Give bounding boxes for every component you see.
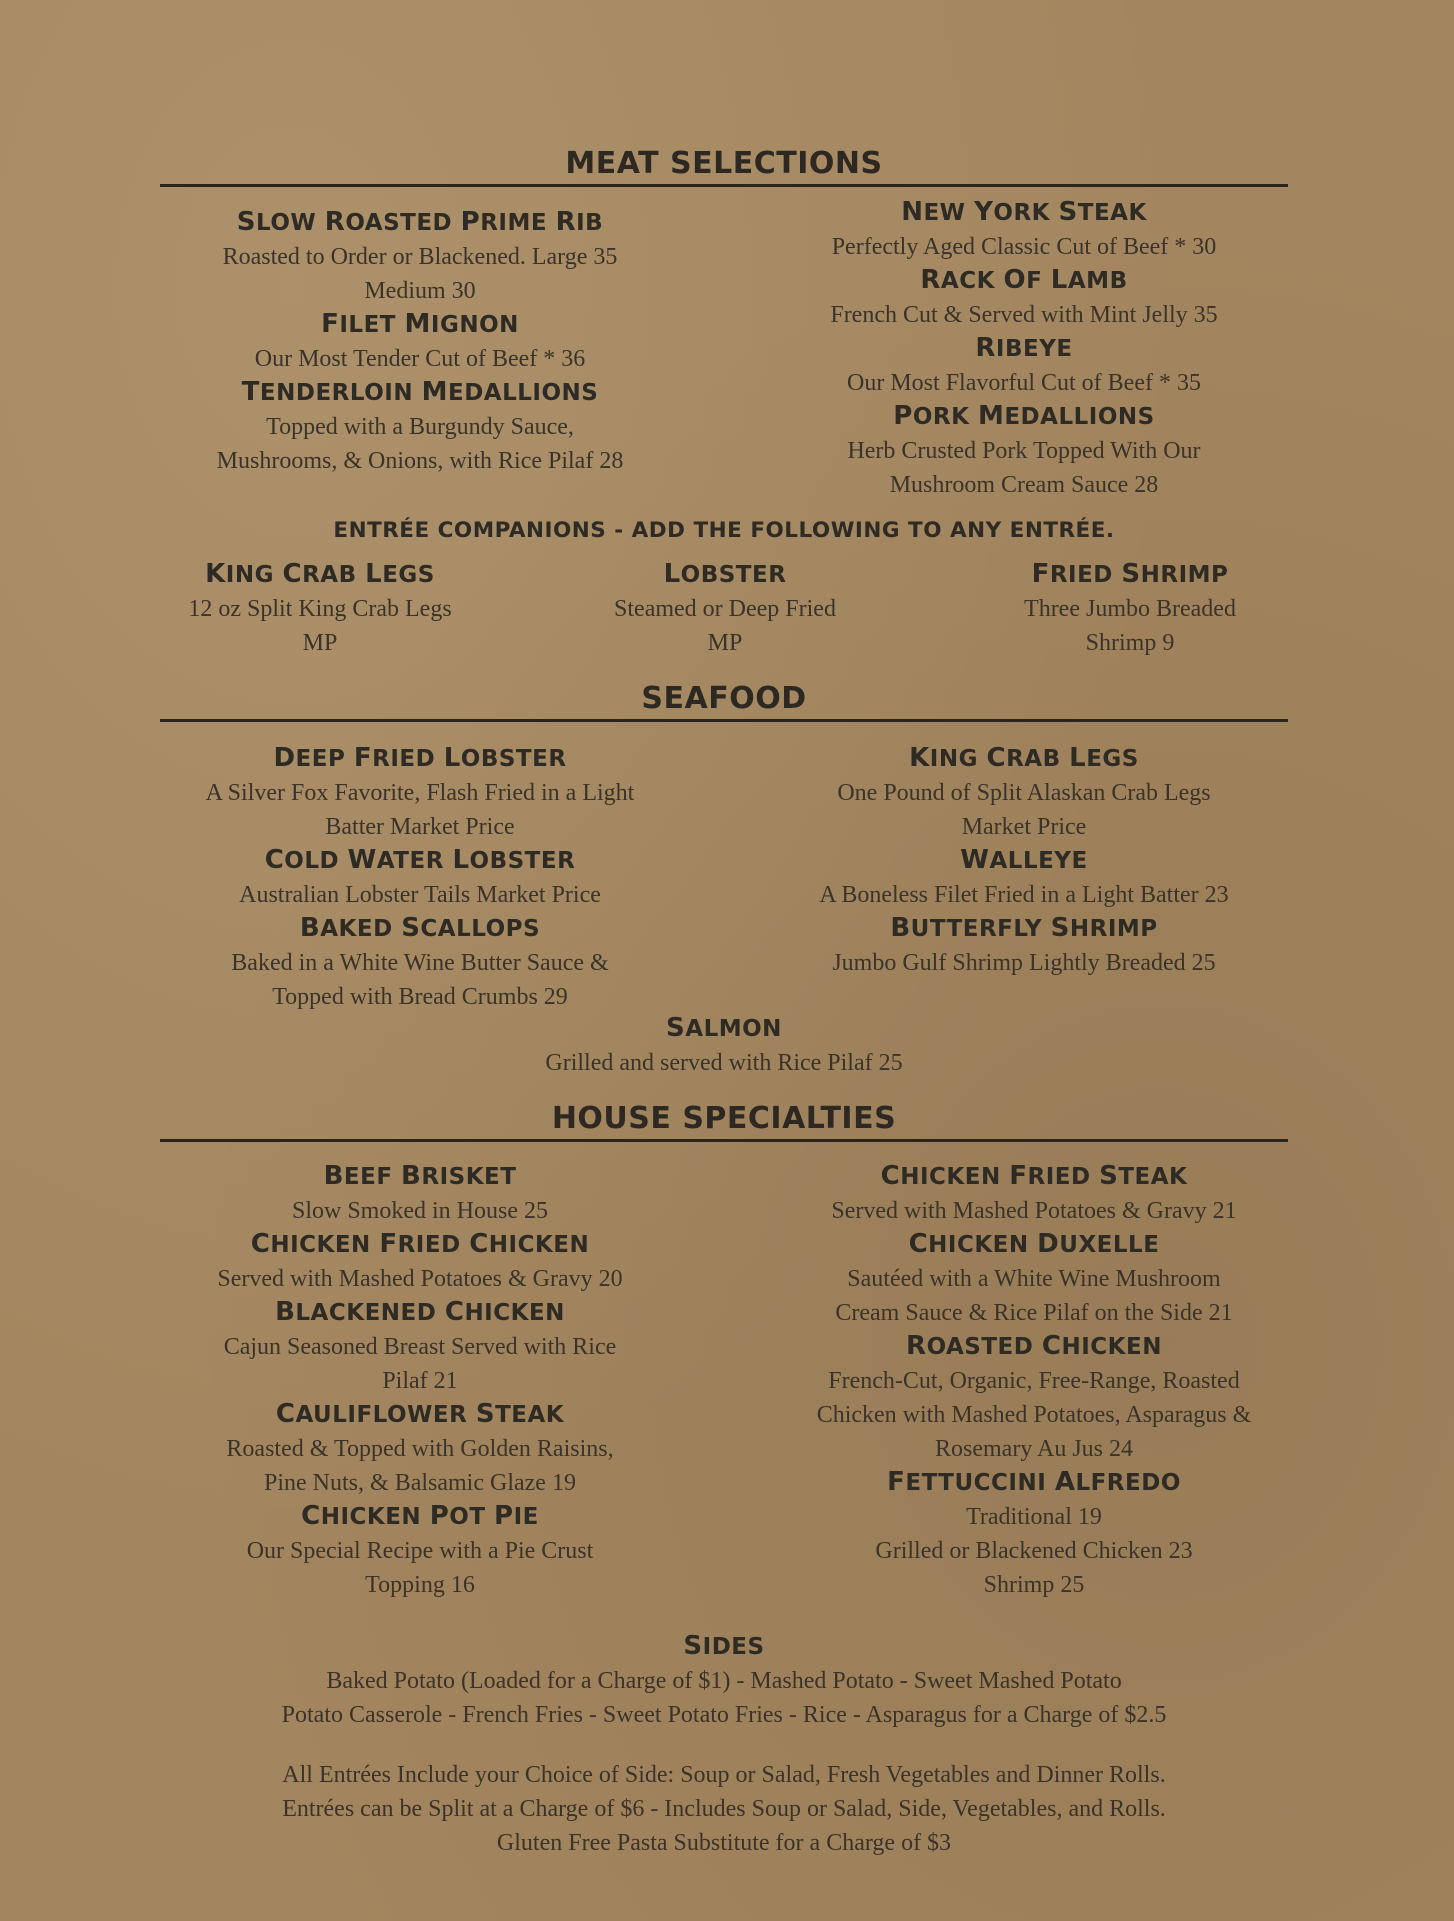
menu-item: [760, 400, 1288, 502]
menu-item-name: ROASTED CHICKEN: [906, 1331, 1162, 1361]
menu-item-description: Grilled and served with Rice Pilaf 25: [545, 1050, 903, 1076]
menu-item-name: CAULIFLOWER STEAK: [275, 1399, 565, 1429]
menu-item-description: Rosemary Au Jus 24: [935, 1436, 1133, 1462]
menu-item: [760, 264, 1288, 332]
menu-item-name: BLACKENED CHICKEN: [275, 1297, 565, 1327]
menu-item-name: PORK MEDALLIONS: [893, 401, 1155, 431]
menu-item-name: SALMON: [666, 1013, 782, 1043]
menu-item-description: Steamed or Deep Fried: [614, 596, 836, 622]
menu-item: [150, 844, 690, 912]
menu-item-description: Herb Crusted Pork Topped With Our: [847, 438, 1201, 464]
menu-item: [760, 332, 1288, 400]
menu-item-description: Shrimp 25: [983, 1572, 1085, 1598]
menu-item-description: A Boneless Filet Fried in a Light Batter 23: [819, 882, 1229, 908]
menu-item-description: Topping 16: [365, 1572, 475, 1598]
menu-item-description: One Pound of Split Alaskan Crab Legs: [837, 780, 1211, 806]
menu-item-name: TENDERLOIN MEDALLIONS: [241, 377, 599, 407]
menu-item-name: KING CRAB LEGS: [909, 743, 1139, 773]
menu-item-name: SLOW ROASTED PRIME RIB: [236, 207, 604, 237]
menu-item-description: 12 oz Split King Crab Legs: [188, 596, 452, 622]
menu-item-name: CHICKEN FRIED CHICKEN: [250, 1229, 590, 1259]
menu-item: [760, 1228, 1308, 1330]
menu-item: [550, 558, 900, 660]
section-divider: [160, 719, 1288, 722]
menu-item: [150, 1500, 690, 1602]
section-heading-house: HOUSE SPECIALTIES: [551, 1101, 897, 1136]
menu-item: [150, 742, 690, 844]
menu-item-name: FETTUCCINI ALFREDO: [887, 1467, 1181, 1497]
menu-item-description: MP: [302, 630, 338, 656]
menu-item-description: Mushrooms, & Onions, with Rice Pilaf 28: [216, 448, 624, 474]
footer-note: Entrées can be Split at a Charge of $6 - Includes Soup or Salad, Side, Vegetables, and Rolls.: [282, 1796, 1166, 1822]
menu-item-name: CHICKEN FRIED STEAK: [880, 1161, 1188, 1191]
menu-item-name: FILET MIGNON: [321, 309, 519, 339]
seafood-right-column: [760, 742, 1288, 980]
menu-item-description: Three Jumbo Breaded: [1024, 596, 1236, 622]
menu-item: [150, 558, 490, 660]
footer-note: All Entrées Include your Choice of Side: Soup or Salad, Fresh Vegetables and Dinner Rolls.: [282, 1762, 1166, 1788]
menu-item-name: DEEP FRIED LOBSTER: [273, 743, 567, 773]
menu-item-description: Traditional 19: [966, 1504, 1102, 1530]
section-divider: [160, 1139, 1288, 1142]
menu-item-name: RACK OF LAMB: [920, 265, 1128, 295]
menu-item-name: RIBEYE: [975, 333, 1073, 363]
menu-item: [160, 206, 680, 308]
house-right-column: [760, 1160, 1308, 1602]
menu-item-name: WALLEYE: [960, 845, 1088, 875]
menu-item: [760, 196, 1288, 264]
section-heading-meat: MEAT SELECTIONS: [565, 146, 883, 181]
menu-item-description: Roasted to Order or Blackened. Large 35: [222, 244, 618, 270]
menu-item: [760, 1466, 1308, 1602]
menu-item-description: Pine Nuts, & Balsamic Glaze 19: [264, 1470, 576, 1496]
menu-item-description: Perfectly Aged Classic Cut of Beef * 30: [831, 234, 1217, 260]
menu-item-description: Cajun Seasoned Breast Served with Rice: [223, 1334, 617, 1360]
menu-item: [150, 912, 690, 1014]
menu-item-description: Grilled or Blackened Chicken 23: [875, 1538, 1193, 1564]
house-left-column: [150, 1160, 690, 1602]
menu-item-name: BUTTERFLY SHRIMP: [890, 913, 1158, 943]
menu-item-description: Australian Lobster Tails Market Price: [239, 882, 601, 908]
menu-item-name: KING CRAB LEGS: [205, 559, 435, 589]
menu-item-description: Served with Mashed Potatoes & Gravy 20: [217, 1266, 623, 1292]
menu-item-name: LOBSTER: [663, 559, 787, 589]
menu-item-description: Pilaf 21: [382, 1368, 458, 1394]
menu-item-name: COLD WATER LOBSTER: [264, 845, 576, 875]
companion-item: [960, 558, 1300, 660]
menu-item-description: Market Price: [961, 814, 1087, 840]
menu-item: [760, 844, 1288, 912]
menu-item-description: Sautéed with a White Wine Mushroom: [847, 1266, 1221, 1292]
menu-item-name: FRIED SHRIMP: [1031, 559, 1229, 589]
menu-item-description: Mushroom Cream Sauce 28: [889, 472, 1159, 498]
menu-item-description: Cream Sauce & Rice Pilaf on the Side 21: [835, 1300, 1233, 1326]
companion-item: [550, 558, 900, 660]
companions-title: ENTRÉE COMPANIONS - ADD THE FOLLOWING TO ANY ENTRÉE.: [333, 518, 1115, 543]
companion-item: [150, 558, 490, 660]
menu-item-description: A Silver Fox Favorite, Flash Fried in a Light: [205, 780, 635, 806]
menu-item-description: Batter Market Price: [325, 814, 515, 840]
menu-item: [150, 1398, 690, 1500]
menu-item: [960, 558, 1300, 660]
menu-item: [160, 1012, 1288, 1080]
menu-item: [760, 1160, 1308, 1228]
menu-item-description: Our Most Flavorful Cut of Beef * 35: [847, 370, 1201, 396]
sides-line: Potato Casserole - French Fries - Sweet Potato Fries - Rice - Asparagus for a Charge of $2.5: [281, 1702, 1167, 1728]
menu-item-description: Baked in a White Wine Butter Sauce &: [231, 950, 609, 976]
sides-title: SIDES: [683, 1631, 765, 1661]
menu-item: [150, 1160, 690, 1228]
sides-line: Baked Potato (Loaded for a Charge of $1) - Mashed Potato - Sweet Mashed Potato: [326, 1668, 1122, 1694]
menu-item-name: BEEF BRISKET: [323, 1161, 517, 1191]
menu-item-description: French Cut & Served with Mint Jelly 35: [830, 302, 1218, 328]
menu-item-name: CHICKEN DUXELLE: [908, 1229, 1160, 1259]
menu-item-description: Topped with Bread Crumbs 29: [272, 984, 568, 1010]
meat-left-column: [160, 206, 680, 478]
menu-item: [760, 742, 1288, 844]
menu-item-description: French-Cut, Organic, Free-Range, Roasted: [828, 1368, 1240, 1394]
menu-item-description: Shrimp 9: [1085, 630, 1175, 656]
menu-item-name: BAKED SCALLOPS: [299, 913, 541, 943]
meat-right-column: [760, 196, 1288, 502]
footer-note: Gluten Free Pasta Substitute for a Charge of $3: [496, 1830, 952, 1856]
sides-block: [160, 1630, 1288, 1732]
seafood-center-item: [160, 1012, 1288, 1080]
menu-item-description: Topped with a Burgundy Sauce,: [266, 414, 574, 440]
menu-item: [760, 1330, 1308, 1466]
menu-item-description: Served with Mashed Potatoes & Gravy 21: [831, 1198, 1237, 1224]
seafood-left-column: [150, 742, 690, 1014]
menu-item: [160, 376, 680, 478]
menu-item-description: MP: [707, 630, 743, 656]
menu-item: [150, 1228, 690, 1296]
menu-item-name: CHICKEN POT PIE: [301, 1501, 539, 1531]
menu-item-description: Our Most Tender Cut of Beef * 36: [254, 346, 586, 372]
menu-item-description: Slow Smoked in House 25: [291, 1198, 548, 1224]
section-divider: [160, 184, 1288, 187]
menu-item-description: Chicken with Mashed Potatoes, Asparagus &: [816, 1402, 1252, 1428]
menu-item-description: Medium 30: [364, 278, 476, 304]
footer-notes: [160, 1758, 1288, 1860]
menu-item: [150, 1296, 690, 1398]
menu-item-name: NEW YORK STEAK: [901, 197, 1147, 227]
menu-item-description: Our Special Recipe with a Pie Crust: [246, 1538, 594, 1564]
menu-item: [760, 912, 1288, 980]
menu-item-description: Roasted & Topped with Golden Raisins,: [226, 1436, 614, 1462]
menu-item-description: Jumbo Gulf Shrimp Lightly Breaded 25: [832, 950, 1216, 976]
menu-item: [160, 308, 680, 376]
section-heading-seafood: SEAFOOD: [641, 681, 807, 716]
